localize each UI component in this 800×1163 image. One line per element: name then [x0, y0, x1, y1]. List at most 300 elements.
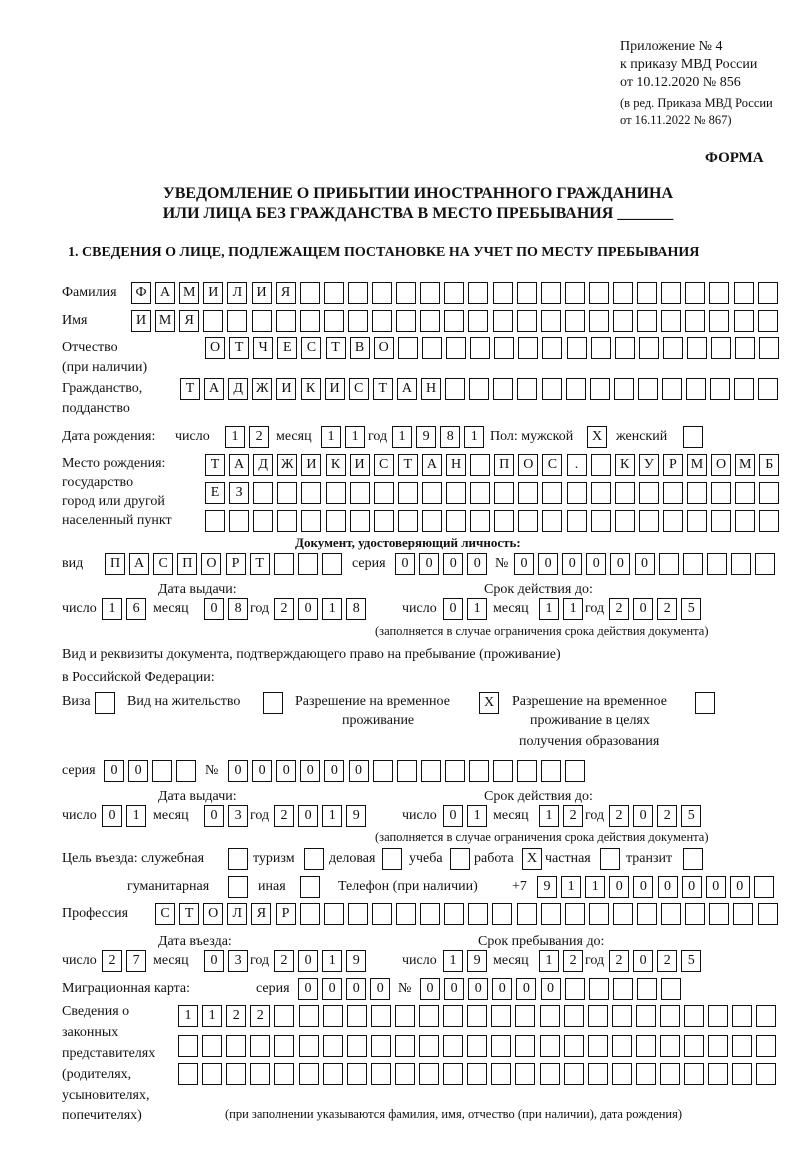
stay-issue-day-char-box[interactable]: 1	[126, 805, 146, 827]
surname-char-box[interactable]: М	[179, 282, 199, 304]
citizenship-char-box[interactable]: А	[397, 378, 417, 400]
residence-char-box[interactable]	[263, 692, 283, 714]
birth-place-1-char-box[interactable]	[470, 454, 490, 476]
patronymic-char-box[interactable]	[711, 337, 731, 359]
representatives-1-char-box[interactable]	[684, 1005, 704, 1027]
representatives-3-char-box[interactable]	[684, 1063, 704, 1085]
surname-char-box[interactable]	[444, 282, 464, 304]
representatives-2-char-box[interactable]	[323, 1035, 343, 1057]
representatives-2-char-box[interactable]	[732, 1035, 752, 1057]
phone-char-box[interactable]: 0	[609, 876, 629, 898]
temp-residence-edu-char-box[interactable]	[695, 692, 715, 714]
representatives-1-char-box[interactable]	[660, 1005, 680, 1027]
citizenship-char-box[interactable]	[758, 378, 778, 400]
birth-place-1-char-box[interactable]: А	[229, 454, 249, 476]
id-number-char-box[interactable]: 0	[635, 553, 655, 575]
profession-char-box[interactable]	[420, 903, 440, 925]
surname-char-box[interactable]	[758, 282, 778, 304]
representatives-1-char-box[interactable]	[395, 1005, 415, 1027]
representatives-3-char-box[interactable]	[250, 1063, 270, 1085]
id-kind-char-box[interactable]	[298, 553, 318, 575]
patronymic-char-box[interactable]	[687, 337, 707, 359]
representatives-3-char-box[interactable]	[178, 1063, 198, 1085]
mig-number-char-box[interactable]	[565, 978, 585, 1000]
representatives-2-char-box[interactable]	[564, 1035, 584, 1057]
surname-char-box[interactable]: И	[252, 282, 272, 304]
representatives-3-char-box[interactable]	[226, 1063, 246, 1085]
patronymic-char-box[interactable]: Ч	[253, 337, 273, 359]
patronymic-char-box[interactable]	[567, 337, 587, 359]
profession-char-box[interactable]	[348, 903, 368, 925]
representatives-1-char-box[interactable]: 1	[202, 1005, 222, 1027]
representatives-2-char-box[interactable]	[347, 1035, 367, 1057]
id-kind-char-box[interactable]: А	[129, 553, 149, 575]
representatives-2-char-box[interactable]	[299, 1035, 319, 1057]
id-number-char-box[interactable]: 0	[586, 553, 606, 575]
representatives-3-char-box[interactable]	[202, 1063, 222, 1085]
birth-place-2-char-box[interactable]	[639, 482, 659, 504]
birth-place-1-char-box[interactable]: Д	[253, 454, 273, 476]
purpose-work-char-box[interactable]: X	[522, 848, 542, 870]
birth-place-1-char-box[interactable]: М	[687, 454, 707, 476]
name-char-box[interactable]	[661, 310, 681, 332]
representatives-1-char-box[interactable]	[540, 1005, 560, 1027]
birth-place-2-char-box[interactable]	[398, 482, 418, 504]
representatives-1-char-box[interactable]: 2	[226, 1005, 246, 1027]
mig-number-char-box[interactable]: 0	[516, 978, 536, 1000]
name-char-box[interactable]	[300, 310, 320, 332]
profession-char-box[interactable]	[637, 903, 657, 925]
birth-place-3-char-box[interactable]	[277, 510, 297, 532]
birth-place-2-char-box[interactable]	[277, 482, 297, 504]
phone-char-box[interactable]: 0	[633, 876, 653, 898]
stay-number-char-box[interactable]: 0	[349, 760, 369, 782]
name-char-box[interactable]	[203, 310, 223, 332]
mig-number-char-box[interactable]	[589, 978, 609, 1000]
representatives-2-char-box[interactable]	[660, 1035, 680, 1057]
birth-place-2-char-box[interactable]	[518, 482, 538, 504]
id-number-char-box[interactable]	[659, 553, 679, 575]
citizenship-char-box[interactable]: Т	[373, 378, 393, 400]
birth-place-3-char-box[interactable]	[494, 510, 514, 532]
phone-char-box[interactable]: 9	[537, 876, 557, 898]
birth-year-char-box[interactable]: 9	[416, 426, 436, 448]
birth-place-3-char-box[interactable]	[567, 510, 587, 532]
representatives-3-char-box[interactable]	[756, 1063, 776, 1085]
id-kind-char-box[interactable]	[322, 553, 342, 575]
phone-char-box[interactable]: 0	[730, 876, 750, 898]
representatives-3-char-box[interactable]	[660, 1063, 680, 1085]
birth-place-3-char-box[interactable]	[759, 510, 779, 532]
citizenship-char-box[interactable]	[590, 378, 610, 400]
birth-place-3-char-box[interactable]	[326, 510, 346, 532]
profession-char-box[interactable]	[709, 903, 729, 925]
profession-char-box[interactable]: Р	[276, 903, 296, 925]
surname-char-box[interactable]: И	[203, 282, 223, 304]
surname-char-box[interactable]	[396, 282, 416, 304]
stay-number-char-box[interactable]	[517, 760, 537, 782]
citizenship-char-box[interactable]: Н	[421, 378, 441, 400]
birth-place-3-char-box[interactable]	[301, 510, 321, 532]
representatives-3-char-box[interactable]	[395, 1063, 415, 1085]
id-kind-char-box[interactable]: Р	[226, 553, 246, 575]
representatives-1-char-box[interactable]	[612, 1005, 632, 1027]
citizenship-char-box[interactable]	[566, 378, 586, 400]
mig-number-char-box[interactable]	[637, 978, 657, 1000]
id-number-char-box[interactable]: 0	[562, 553, 582, 575]
mig-number-char-box[interactable]: 0	[444, 978, 464, 1000]
profession-char-box[interactable]: С	[155, 903, 175, 925]
representatives-2-char-box[interactable]	[274, 1035, 294, 1057]
birth-place-2-char-box[interactable]	[687, 482, 707, 504]
representatives-3-char-box[interactable]	[540, 1063, 560, 1085]
id-number-char-box[interactable]: 0	[538, 553, 558, 575]
patronymic-char-box[interactable]	[663, 337, 683, 359]
representatives-1-char-box[interactable]	[588, 1005, 608, 1027]
birth-place-1-char-box[interactable]: Р	[663, 454, 683, 476]
stay-day-char-box[interactable]: 9	[467, 950, 487, 972]
patronymic-char-box[interactable]: О	[205, 337, 225, 359]
birth-place-3-char-box[interactable]	[663, 510, 683, 532]
representatives-2-char-box[interactable]	[395, 1035, 415, 1057]
birth-place-1-char-box[interactable]: Ж	[277, 454, 297, 476]
profession-char-box[interactable]	[661, 903, 681, 925]
id-issue-day-char-box[interactable]: 1	[102, 598, 122, 620]
surname-char-box[interactable]	[709, 282, 729, 304]
id-issue-month-char-box[interactable]: 0	[204, 598, 224, 620]
representatives-3-char-box[interactable]	[491, 1063, 511, 1085]
representatives-2-char-box[interactable]	[636, 1035, 656, 1057]
profession-char-box[interactable]	[517, 903, 537, 925]
id-series-char-box[interactable]: 0	[443, 553, 463, 575]
mig-number-char-box[interactable]: 0	[492, 978, 512, 1000]
birth-place-1-char-box[interactable]: Т	[398, 454, 418, 476]
stay-number-char-box[interactable]	[493, 760, 513, 782]
representatives-2-char-box[interactable]	[540, 1035, 560, 1057]
sex-female-char-box[interactable]	[683, 426, 703, 448]
citizenship-char-box[interactable]	[734, 378, 754, 400]
patronymic-char-box[interactable]	[615, 337, 635, 359]
id-number-char-box[interactable]	[683, 553, 703, 575]
patronymic-char-box[interactable]: О	[374, 337, 394, 359]
mig-series-char-box[interactable]: 0	[370, 978, 390, 1000]
citizenship-char-box[interactable]	[662, 378, 682, 400]
stay-year-char-box[interactable]: 2	[657, 950, 677, 972]
purpose-service-char-box[interactable]	[228, 848, 248, 870]
name-char-box[interactable]	[348, 310, 368, 332]
surname-char-box[interactable]	[565, 282, 585, 304]
name-char-box[interactable]: М	[155, 310, 175, 332]
surname-char-box[interactable]	[589, 282, 609, 304]
birth-place-1-char-box[interactable]: Б	[759, 454, 779, 476]
representatives-2-char-box[interactable]	[443, 1035, 463, 1057]
citizenship-char-box[interactable]: Ж	[252, 378, 272, 400]
birth-place-2-char-box[interactable]	[446, 482, 466, 504]
stay-issue-day-char-box[interactable]: 0	[102, 805, 122, 827]
id-number-char-box[interactable]	[707, 553, 727, 575]
citizenship-char-box[interactable]	[686, 378, 706, 400]
representatives-1-char-box[interactable]	[443, 1005, 463, 1027]
id-kind-char-box[interactable]	[274, 553, 294, 575]
birth-place-2-char-box[interactable]	[494, 482, 514, 504]
patronymic-char-box[interactable]	[494, 337, 514, 359]
representatives-3-char-box[interactable]	[347, 1063, 367, 1085]
id-issue-year-char-box[interactable]: 0	[298, 598, 318, 620]
name-char-box[interactable]: Я	[179, 310, 199, 332]
birth-day-char-box[interactable]: 2	[249, 426, 269, 448]
representatives-2-char-box[interactable]	[250, 1035, 270, 1057]
id-issue-month-char-box[interactable]: 8	[228, 598, 248, 620]
purpose-study-char-box[interactable]	[450, 848, 470, 870]
representatives-3-char-box[interactable]	[323, 1063, 343, 1085]
name-char-box[interactable]	[709, 310, 729, 332]
mig-series-char-box[interactable]: 0	[298, 978, 318, 1000]
id-issue-year-char-box[interactable]: 1	[322, 598, 342, 620]
entry-year-char-box[interactable]: 1	[322, 950, 342, 972]
stay-valid-day-char-box[interactable]: 0	[443, 805, 463, 827]
visa-char-box[interactable]	[95, 692, 115, 714]
stay-valid-year-char-box[interactable]: 2	[609, 805, 629, 827]
id-valid-year-char-box[interactable]: 2	[609, 598, 629, 620]
patronymic-char-box[interactable]: Т	[229, 337, 249, 359]
birth-month-char-box[interactable]: 1	[321, 426, 341, 448]
id-kind-char-box[interactable]: П	[105, 553, 125, 575]
birth-place-3-char-box[interactable]	[711, 510, 731, 532]
birth-place-2-char-box[interactable]	[759, 482, 779, 504]
entry-year-char-box[interactable]: 2	[274, 950, 294, 972]
profession-char-box[interactable]	[468, 903, 488, 925]
citizenship-char-box[interactable]	[493, 378, 513, 400]
stay-year-char-box[interactable]: 5	[681, 950, 701, 972]
profession-char-box[interactable]	[372, 903, 392, 925]
name-char-box[interactable]	[324, 310, 344, 332]
stay-number-char-box[interactable]	[373, 760, 393, 782]
mig-series-char-box[interactable]: 0	[322, 978, 342, 1000]
birth-place-2-char-box[interactable]	[253, 482, 273, 504]
id-number-char-box[interactable]: 0	[514, 553, 534, 575]
birth-place-3-char-box[interactable]	[229, 510, 249, 532]
name-char-box[interactable]	[252, 310, 272, 332]
stay-valid-month-char-box[interactable]: 1	[539, 805, 559, 827]
surname-char-box[interactable]	[517, 282, 537, 304]
id-series-char-box[interactable]: 0	[467, 553, 487, 575]
birth-place-2-char-box[interactable]	[711, 482, 731, 504]
patronymic-char-box[interactable]	[759, 337, 779, 359]
entry-year-char-box[interactable]: 0	[298, 950, 318, 972]
birth-place-3-char-box[interactable]	[735, 510, 755, 532]
entry-month-char-box[interactable]: 0	[204, 950, 224, 972]
name-char-box[interactable]	[444, 310, 464, 332]
surname-char-box[interactable]	[613, 282, 633, 304]
stay-number-char-box[interactable]	[445, 760, 465, 782]
citizenship-char-box[interactable]	[614, 378, 634, 400]
patronymic-char-box[interactable]	[518, 337, 538, 359]
citizenship-char-box[interactable]: Т	[180, 378, 200, 400]
name-char-box[interactable]	[468, 310, 488, 332]
id-number-char-box[interactable]	[755, 553, 775, 575]
profession-char-box[interactable]: О	[203, 903, 223, 925]
id-number-char-box[interactable]	[731, 553, 751, 575]
patronymic-char-box[interactable]	[735, 337, 755, 359]
stay-issue-year-char-box[interactable]: 0	[298, 805, 318, 827]
representatives-3-char-box[interactable]	[419, 1063, 439, 1085]
representatives-3-char-box[interactable]	[588, 1063, 608, 1085]
birth-month-char-box[interactable]: 1	[345, 426, 365, 448]
profession-char-box[interactable]	[613, 903, 633, 925]
id-issue-day-char-box[interactable]: 6	[126, 598, 146, 620]
name-char-box[interactable]	[227, 310, 247, 332]
id-kind-char-box[interactable]: П	[177, 553, 197, 575]
name-char-box[interactable]	[613, 310, 633, 332]
birth-place-2-char-box[interactable]	[301, 482, 321, 504]
stay-valid-year-char-box[interactable]: 0	[633, 805, 653, 827]
purpose-transit-char-box[interactable]	[683, 848, 703, 870]
id-valid-day-char-box[interactable]: 1	[467, 598, 487, 620]
entry-day-char-box[interactable]: 2	[102, 950, 122, 972]
name-char-box[interactable]: И	[131, 310, 151, 332]
representatives-2-char-box[interactable]	[708, 1035, 728, 1057]
patronymic-char-box[interactable]	[639, 337, 659, 359]
citizenship-char-box[interactable]: К	[301, 378, 321, 400]
birth-place-2-char-box[interactable]: З	[229, 482, 249, 504]
stay-year-char-box[interactable]: 0	[633, 950, 653, 972]
surname-char-box[interactable]	[372, 282, 392, 304]
representatives-2-char-box[interactable]	[467, 1035, 487, 1057]
name-char-box[interactable]	[589, 310, 609, 332]
name-char-box[interactable]	[734, 310, 754, 332]
birth-place-1-char-box[interactable]: .	[567, 454, 587, 476]
stay-series-char-box[interactable]: 0	[128, 760, 148, 782]
purpose-tourism-char-box[interactable]	[304, 848, 324, 870]
citizenship-char-box[interactable]	[517, 378, 537, 400]
surname-char-box[interactable]	[348, 282, 368, 304]
profession-char-box[interactable]: Я	[251, 903, 271, 925]
birth-place-1-char-box[interactable]: К	[326, 454, 346, 476]
birth-place-2-char-box[interactable]	[567, 482, 587, 504]
stay-series-char-box[interactable]	[152, 760, 172, 782]
citizenship-char-box[interactable]	[638, 378, 658, 400]
patronymic-char-box[interactable]: В	[350, 337, 370, 359]
birth-place-1-char-box[interactable]: О	[711, 454, 731, 476]
sex-male-char-box[interactable]: X	[587, 426, 607, 448]
representatives-1-char-box[interactable]	[274, 1005, 294, 1027]
birth-place-3-char-box[interactable]	[398, 510, 418, 532]
stay-number-char-box[interactable]	[469, 760, 489, 782]
id-valid-month-char-box[interactable]: 1	[563, 598, 583, 620]
stay-number-char-box[interactable]: 0	[228, 760, 248, 782]
stay-number-char-box[interactable]: 0	[324, 760, 344, 782]
patronymic-char-box[interactable]	[470, 337, 490, 359]
surname-char-box[interactable]	[637, 282, 657, 304]
name-char-box[interactable]	[541, 310, 561, 332]
surname-char-box[interactable]	[661, 282, 681, 304]
stay-series-char-box[interactable]: 0	[104, 760, 124, 782]
representatives-1-char-box[interactable]	[564, 1005, 584, 1027]
patronymic-char-box[interactable]	[422, 337, 442, 359]
representatives-3-char-box[interactable]	[732, 1063, 752, 1085]
representatives-3-char-box[interactable]	[515, 1063, 535, 1085]
temp-residence-char-box[interactable]: X	[479, 692, 499, 714]
stay-valid-day-char-box[interactable]: 1	[467, 805, 487, 827]
stay-number-char-box[interactable]: 0	[276, 760, 296, 782]
birth-place-3-char-box[interactable]	[374, 510, 394, 532]
representatives-1-char-box[interactable]: 2	[250, 1005, 270, 1027]
profession-char-box[interactable]	[758, 903, 778, 925]
name-char-box[interactable]	[565, 310, 585, 332]
stay-issue-month-char-box[interactable]: 3	[228, 805, 248, 827]
stay-number-char-box[interactable]	[565, 760, 585, 782]
representatives-2-char-box[interactable]	[178, 1035, 198, 1057]
birth-place-2-char-box[interactable]	[663, 482, 683, 504]
representatives-1-char-box[interactable]	[323, 1005, 343, 1027]
surname-char-box[interactable]	[300, 282, 320, 304]
surname-char-box[interactable]	[734, 282, 754, 304]
birth-place-1-char-box[interactable]: И	[350, 454, 370, 476]
stay-number-char-box[interactable]	[421, 760, 441, 782]
profession-char-box[interactable]	[733, 903, 753, 925]
patronymic-char-box[interactable]: С	[301, 337, 321, 359]
surname-char-box[interactable]: Л	[227, 282, 247, 304]
patronymic-char-box[interactable]	[591, 337, 611, 359]
surname-char-box[interactable]	[493, 282, 513, 304]
representatives-3-char-box[interactable]	[371, 1063, 391, 1085]
citizenship-char-box[interactable]	[445, 378, 465, 400]
stay-valid-month-char-box[interactable]: 2	[563, 805, 583, 827]
stay-number-char-box[interactable]	[397, 760, 417, 782]
citizenship-char-box[interactable]: И	[276, 378, 296, 400]
surname-char-box[interactable]	[420, 282, 440, 304]
birth-place-3-char-box[interactable]	[639, 510, 659, 532]
birth-place-1-char-box[interactable]: О	[518, 454, 538, 476]
name-char-box[interactable]	[420, 310, 440, 332]
birth-place-3-char-box[interactable]	[205, 510, 225, 532]
name-char-box[interactable]	[276, 310, 296, 332]
patronymic-char-box[interactable]	[542, 337, 562, 359]
entry-month-char-box[interactable]: 3	[228, 950, 248, 972]
citizenship-char-box[interactable]: Д	[228, 378, 248, 400]
id-issue-year-char-box[interactable]: 8	[346, 598, 366, 620]
phone-char-box[interactable]: 0	[658, 876, 678, 898]
purpose-private-char-box[interactable]	[600, 848, 620, 870]
stay-valid-year-char-box[interactable]: 2	[657, 805, 677, 827]
id-valid-year-char-box[interactable]: 5	[681, 598, 701, 620]
id-number-char-box[interactable]: 0	[610, 553, 630, 575]
entry-day-char-box[interactable]: 7	[126, 950, 146, 972]
birth-year-char-box[interactable]: 8	[440, 426, 460, 448]
birth-place-1-char-box[interactable]: С	[374, 454, 394, 476]
representatives-3-char-box[interactable]	[564, 1063, 584, 1085]
surname-char-box[interactable]	[685, 282, 705, 304]
stay-number-char-box[interactable]: 0	[300, 760, 320, 782]
name-char-box[interactable]	[396, 310, 416, 332]
patronymic-char-box[interactable]	[398, 337, 418, 359]
birth-place-1-char-box[interactable]: А	[422, 454, 442, 476]
representatives-1-char-box[interactable]	[515, 1005, 535, 1027]
representatives-1-char-box[interactable]: 1	[178, 1005, 198, 1027]
purpose-humanitarian-char-box[interactable]	[228, 876, 248, 898]
birth-place-3-char-box[interactable]	[591, 510, 611, 532]
patronymic-char-box[interactable]: Т	[326, 337, 346, 359]
stay-issue-month-char-box[interactable]: 0	[204, 805, 224, 827]
id-valid-month-char-box[interactable]: 1	[539, 598, 559, 620]
stay-issue-year-char-box[interactable]: 1	[322, 805, 342, 827]
birth-place-3-char-box[interactable]	[518, 510, 538, 532]
id-issue-year-char-box[interactable]: 2	[274, 598, 294, 620]
birth-place-2-char-box[interactable]	[470, 482, 490, 504]
name-char-box[interactable]	[758, 310, 778, 332]
id-valid-year-char-box[interactable]: 2	[657, 598, 677, 620]
citizenship-char-box[interactable]: С	[349, 378, 369, 400]
